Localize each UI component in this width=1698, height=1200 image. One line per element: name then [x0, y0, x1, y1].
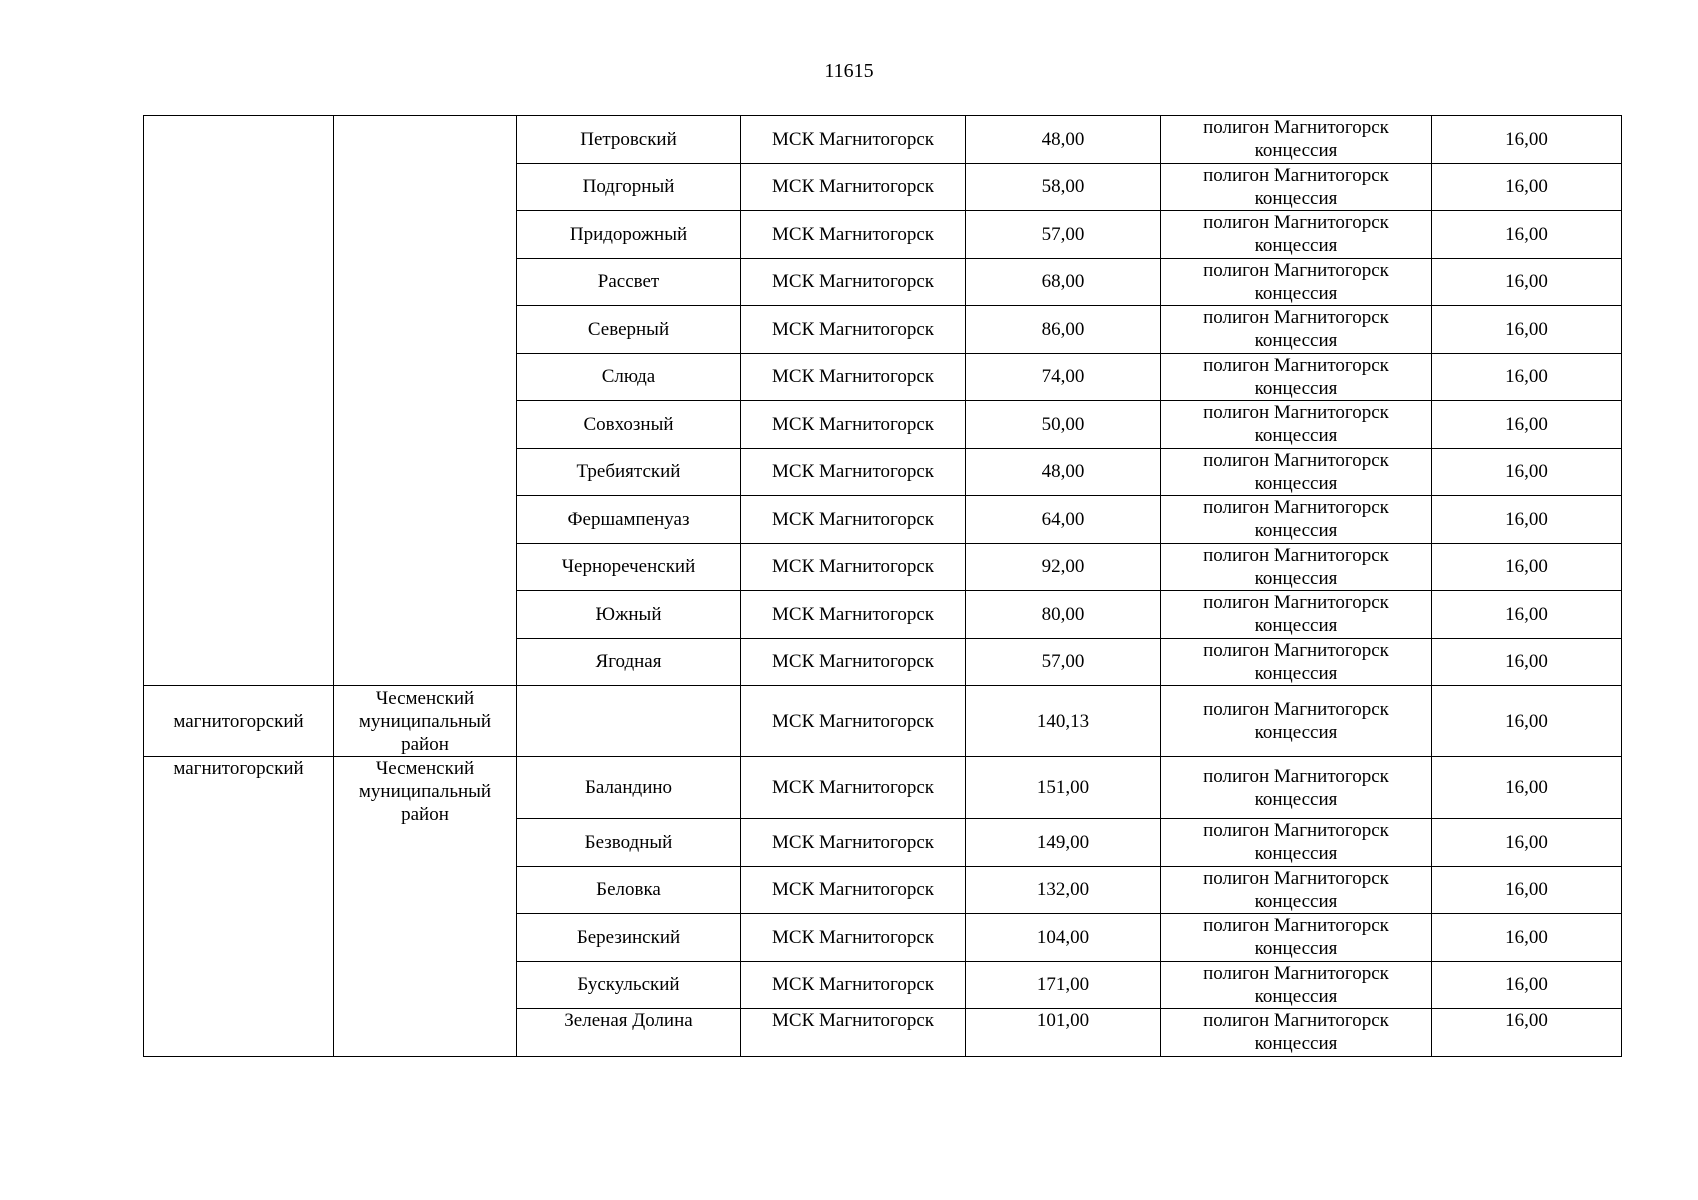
- distance-cell: 50,00: [966, 401, 1161, 449]
- distance-cell: 48,00: [966, 448, 1161, 496]
- distance-cell: 149,00: [966, 819, 1161, 867]
- settlement-cell: Требиятский: [517, 448, 741, 496]
- settlement-cell: Березинский: [517, 914, 741, 962]
- table-row: [144, 757, 1622, 819]
- operator-cell: МСК Магнитогорск: [741, 116, 966, 164]
- facility-cell: полигон Магнитогорск концессия: [1161, 306, 1432, 354]
- facility-cell: полигон Магнитогорск концессия: [1161, 819, 1432, 867]
- facility-cell: полигон Магнитогорск концессия: [1161, 258, 1432, 306]
- value-cell: 16,00: [1432, 163, 1622, 211]
- distance-cell: 132,00: [966, 866, 1161, 914]
- distance-cell: 171,00: [966, 961, 1161, 1009]
- distance-cell: 57,00: [966, 211, 1161, 259]
- operator-cell: МСК Магнитогорск: [741, 1009, 966, 1057]
- facility-cell: полигон Магнитогорск концессия: [1161, 638, 1432, 686]
- operator-cell: МСК Магнитогорск: [741, 638, 966, 686]
- value-cell: 16,00: [1432, 914, 1622, 962]
- district-cell: магнитогорский: [144, 757, 334, 1057]
- operator-cell: МСК Магнитогорск: [741, 163, 966, 211]
- municipality-cell: Чесменский муниципальный район: [334, 757, 517, 1057]
- value-cell: 16,00: [1432, 116, 1622, 164]
- settlement-cell: Зеленая Долина: [517, 1009, 741, 1057]
- distance-cell: 92,00: [966, 543, 1161, 591]
- settlement-cell: Ягодная: [517, 638, 741, 686]
- municipality-cell: [334, 116, 517, 686]
- municipality-cell: Чесменский муниципальный район: [334, 686, 517, 757]
- settlement-cell: Слюда: [517, 353, 741, 401]
- distance-cell: 86,00: [966, 306, 1161, 354]
- facility-cell: полигон Магнитогорск концессия: [1161, 1009, 1432, 1057]
- settlement-cell: Бускульский: [517, 961, 741, 1009]
- value-cell: 16,00: [1432, 819, 1622, 867]
- value-cell: 16,00: [1432, 353, 1622, 401]
- settlement-cell: Фершампенуаз: [517, 496, 741, 544]
- value-cell: 16,00: [1432, 496, 1622, 544]
- value-cell: 16,00: [1432, 591, 1622, 639]
- settlement-cell: Петровский: [517, 116, 741, 164]
- settlement-cell: Безводный: [517, 819, 741, 867]
- settlement-cell: Совхозный: [517, 401, 741, 449]
- operator-cell: МСК Магнитогорск: [741, 757, 966, 819]
- distance-cell: 80,00: [966, 591, 1161, 639]
- facility-cell: полигон Магнитогорск концессия: [1161, 211, 1432, 259]
- operator-cell: МСК Магнитогорск: [741, 914, 966, 962]
- settlement-cell: Южный: [517, 591, 741, 639]
- value-cell: 16,00: [1432, 1009, 1622, 1057]
- value-cell: 16,00: [1432, 757, 1622, 819]
- distance-cell: 64,00: [966, 496, 1161, 544]
- operator-cell: МСК Магнитогорск: [741, 961, 966, 1009]
- distance-cell: 101,00: [966, 1009, 1161, 1057]
- facility-cell: полигон Магнитогорск концессия: [1161, 401, 1432, 449]
- facility-cell: полигон Магнитогорск концессия: [1161, 686, 1432, 757]
- settlement-cell: Северный: [517, 306, 741, 354]
- district-cell: магнитогорский: [144, 686, 334, 757]
- operator-cell: МСК Магнитогорск: [741, 401, 966, 449]
- settlement-cell: Подгорный: [517, 163, 741, 211]
- facility-cell: полигон Магнитогорск концессия: [1161, 961, 1432, 1009]
- page-number: 11615: [824, 60, 874, 82]
- value-cell: 16,00: [1432, 686, 1622, 757]
- settlement-cell: Придорожный: [517, 211, 741, 259]
- facility-cell: полигон Магнитогорск концессия: [1161, 496, 1432, 544]
- facility-cell: полигон Магнитогорск концессия: [1161, 866, 1432, 914]
- value-cell: 16,00: [1432, 258, 1622, 306]
- data-table: [143, 115, 1622, 1057]
- facility-cell: полигон Магнитогорск концессия: [1161, 448, 1432, 496]
- facility-cell: полигон Магнитогорск концессия: [1161, 353, 1432, 401]
- operator-cell: МСК Магнитогорск: [741, 353, 966, 401]
- value-cell: 16,00: [1432, 961, 1622, 1009]
- value-cell: 16,00: [1432, 306, 1622, 354]
- facility-cell: полигон Магнитогорск концессия: [1161, 757, 1432, 819]
- value-cell: 16,00: [1432, 638, 1622, 686]
- settlement-cell: Баландино: [517, 757, 741, 819]
- distance-cell: 57,00: [966, 638, 1161, 686]
- operator-cell: МСК Магнитогорск: [741, 306, 966, 354]
- value-cell: 16,00: [1432, 543, 1622, 591]
- operator-cell: МСК Магнитогорск: [741, 496, 966, 544]
- distance-cell: 104,00: [966, 914, 1161, 962]
- distance-cell: 58,00: [966, 163, 1161, 211]
- operator-cell: МСК Магнитогорск: [741, 591, 966, 639]
- distance-cell: 68,00: [966, 258, 1161, 306]
- settlement-cell: Чернореченский: [517, 543, 741, 591]
- operator-cell: МСК Магнитогорск: [741, 211, 966, 259]
- facility-cell: полигон Магнитогорск концессия: [1161, 163, 1432, 211]
- settlement-cell: [517, 686, 741, 757]
- facility-cell: полигон Магнитогорск концессия: [1161, 543, 1432, 591]
- distance-cell: 48,00: [966, 116, 1161, 164]
- distance-cell: 74,00: [966, 353, 1161, 401]
- value-cell: 16,00: [1432, 401, 1622, 449]
- operator-cell: МСК Магнитогорск: [741, 819, 966, 867]
- operator-cell: МСК Магнитогорск: [741, 543, 966, 591]
- settlement-cell: Беловка: [517, 866, 741, 914]
- table-row: [144, 686, 1622, 757]
- settlement-cell: Рассвет: [517, 258, 741, 306]
- facility-cell: полигон Магнитогорск концессия: [1161, 914, 1432, 962]
- district-cell: [144, 116, 334, 686]
- value-cell: 16,00: [1432, 866, 1622, 914]
- facility-cell: полигон Магнитогорск концессия: [1161, 116, 1432, 164]
- operator-cell: МСК Магнитогорск: [741, 866, 966, 914]
- value-cell: 16,00: [1432, 211, 1622, 259]
- operator-cell: МСК Магнитогорск: [741, 686, 966, 757]
- operator-cell: МСК Магнитогорск: [741, 448, 966, 496]
- table-row: [144, 116, 1622, 164]
- distance-cell: 140,13: [966, 686, 1161, 757]
- operator-cell: МСК Магнитогорск: [741, 258, 966, 306]
- distance-cell: 151,00: [966, 757, 1161, 819]
- value-cell: 16,00: [1432, 448, 1622, 496]
- facility-cell: полигон Магнитогорск концессия: [1161, 591, 1432, 639]
